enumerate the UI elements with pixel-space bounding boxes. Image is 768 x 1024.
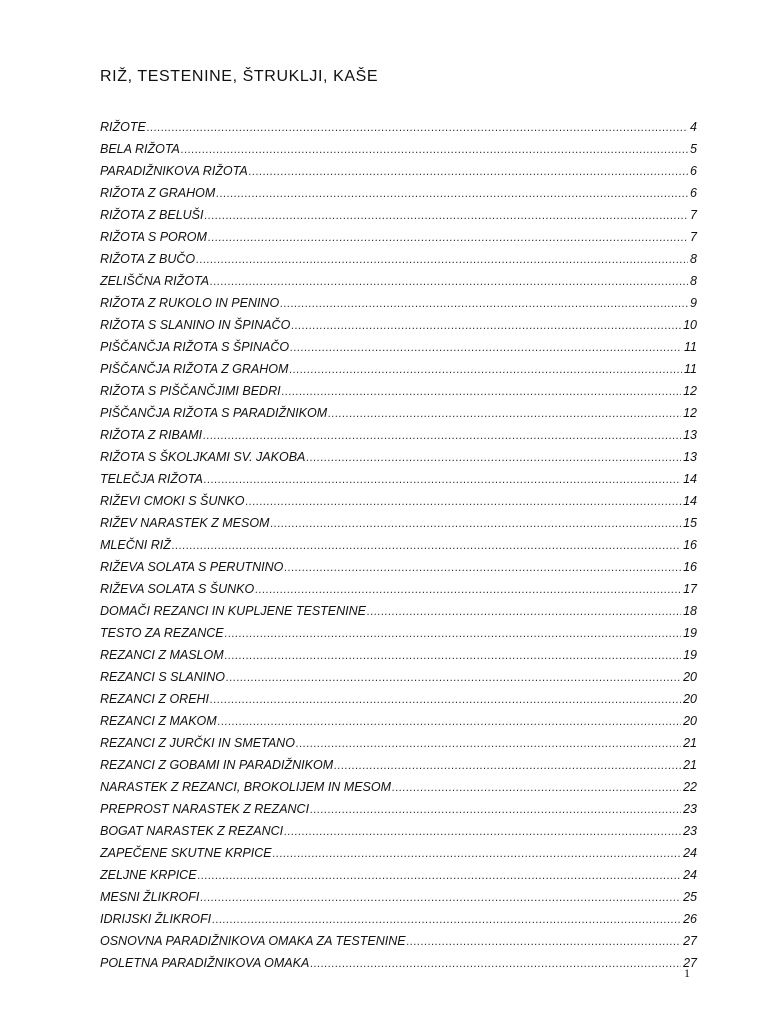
toc-entry[interactable] <box>100 446 697 468</box>
table-of-contents <box>100 116 697 974</box>
toc-entry[interactable] <box>100 930 697 952</box>
toc-entry-title: PIŠČANČJA RIŽOTA S PARADIŽNIKOM <box>100 406 328 420</box>
dot-leader <box>216 183 688 205</box>
toc-entry-title: RIŽEV NARASTEK Z MESOM <box>100 516 270 530</box>
toc-entry-page: 8 <box>690 274 697 288</box>
toc-entry[interactable] <box>100 292 697 314</box>
dot-leader <box>210 689 681 711</box>
toc-entry[interactable] <box>100 116 697 138</box>
toc-entry-page: 21 <box>683 736 697 750</box>
toc-entry-title: REZANCI Z MASLOM <box>100 648 224 662</box>
toc-entry-page: 12 <box>683 384 697 398</box>
toc-entry[interactable] <box>100 160 697 182</box>
dot-leader <box>328 403 681 425</box>
dot-leader <box>291 315 681 337</box>
dot-leader <box>392 777 681 799</box>
toc-entry-title: RIŽOTA S PIŠČANČJIMI BEDRI <box>100 384 281 398</box>
toc-entry-title: BELA RIŽOTA <box>100 142 180 156</box>
toc-entry-title: REZANCI Z JURČKI IN SMETANO <box>100 736 295 750</box>
dot-leader <box>181 139 688 161</box>
dot-leader <box>225 623 681 645</box>
toc-entry-title: OSNOVNA PARADIŽNIKOVA OMAKA ZA TESTENINE <box>100 934 406 948</box>
toc-entry-title: RIŽOTE <box>100 120 146 134</box>
toc-entry[interactable] <box>100 424 697 446</box>
toc-entry[interactable] <box>100 600 697 622</box>
toc-entry-page: 22 <box>683 780 697 794</box>
toc-entry[interactable] <box>100 732 697 754</box>
toc-entry[interactable] <box>100 204 697 226</box>
toc-entry[interactable] <box>100 336 697 358</box>
toc-entry[interactable] <box>100 666 697 688</box>
toc-entry-page: 27 <box>683 934 697 948</box>
dot-leader <box>204 469 681 491</box>
toc-entry-title: RIŽOTA S ŠKOLJKAMI SV. JAKOBA <box>100 450 306 464</box>
toc-entry-title: PIŠČANČJA RIŽOTA Z GRAHOM <box>100 362 289 376</box>
toc-entry-title: RIŽOTA S SLANINO IN ŠPINAČO <box>100 318 291 332</box>
dot-leader <box>296 733 681 755</box>
toc-entry-title: RIŽOTA Z RIBAMI <box>100 428 203 442</box>
toc-entry-page: 13 <box>683 428 697 442</box>
toc-entry-page: 12 <box>683 406 697 420</box>
toc-entry-title: RIŽOTA Z BELUŠI <box>100 208 204 222</box>
toc-entry[interactable] <box>100 534 697 556</box>
toc-entry[interactable] <box>100 226 697 248</box>
dot-leader <box>196 249 688 271</box>
dot-leader <box>280 293 688 315</box>
dot-leader <box>172 535 681 557</box>
toc-entry-page: 18 <box>683 604 697 618</box>
toc-entry-title: RIŽEVI CMOKI S ŠUNKO <box>100 494 245 508</box>
toc-entry[interactable] <box>100 842 697 864</box>
dot-leader <box>289 359 682 381</box>
toc-entry[interactable] <box>100 776 697 798</box>
toc-entry-page: 17 <box>683 582 697 596</box>
toc-entry-title: ZELIŠČNA RIŽOTA <box>100 274 210 288</box>
toc-entry-title: BOGAT NARASTEK Z REZANCI <box>100 824 284 838</box>
dot-leader <box>273 843 682 865</box>
toc-entry-page: 19 <box>683 626 697 640</box>
dot-leader <box>334 755 681 777</box>
toc-entry-page: 14 <box>683 494 697 508</box>
toc-entry[interactable] <box>100 138 697 160</box>
dot-leader <box>310 799 681 821</box>
toc-entry[interactable] <box>100 820 697 842</box>
toc-entry-page: 11 <box>684 362 697 376</box>
toc-entry[interactable] <box>100 688 697 710</box>
toc-entry-title: RIŽEVA SOLATA S PERUTNINO <box>100 560 284 574</box>
dot-leader <box>218 711 681 733</box>
dot-leader <box>245 491 681 513</box>
toc-entry-page: 27 <box>683 956 697 970</box>
dot-leader <box>147 117 688 139</box>
toc-entry[interactable] <box>100 644 697 666</box>
toc-entry-title: RIŽOTA S POROM <box>100 230 207 244</box>
toc-entry-title: TESTO ZA REZANCE <box>100 626 224 640</box>
dot-leader <box>306 447 681 469</box>
toc-entry[interactable] <box>100 358 697 380</box>
toc-entry-page: 24 <box>683 868 697 882</box>
dot-leader <box>367 601 681 623</box>
toc-entry[interactable] <box>100 314 697 336</box>
toc-entry-title: REZANCI S SLANINO <box>100 670 226 684</box>
toc-entry-title: RIŽOTA Z BUČO <box>100 252 196 266</box>
toc-entry[interactable] <box>100 468 697 490</box>
dot-leader <box>200 887 681 909</box>
dot-leader <box>198 865 682 887</box>
toc-entry-page: 20 <box>683 714 697 728</box>
toc-entry-page: 6 <box>690 186 697 200</box>
toc-entry-page: 7 <box>690 208 697 222</box>
toc-entry-page: 4 <box>690 120 697 134</box>
toc-entry-page: 14 <box>683 472 697 486</box>
toc-entry-title: PREPROST NARASTEK Z REZANCI <box>100 802 310 816</box>
toc-entry[interactable] <box>100 556 697 578</box>
toc-entry-title: PIŠČANČJA RIŽOTA S ŠPINAČO <box>100 340 290 354</box>
toc-entry[interactable] <box>100 798 697 820</box>
toc-entry[interactable] <box>100 622 697 644</box>
toc-entry-page: 24 <box>683 846 697 860</box>
toc-entry[interactable] <box>100 512 697 534</box>
dot-leader <box>282 381 682 403</box>
toc-entry-page: 16 <box>683 538 697 552</box>
toc-entry-page: 11 <box>684 340 697 354</box>
dot-leader <box>205 205 689 227</box>
dot-leader <box>310 953 681 975</box>
toc-entry[interactable] <box>100 578 697 600</box>
toc-entry-page: 8 <box>690 252 697 266</box>
toc-entry-title: REZANCI Z GOBAMI IN PARADIŽNIKOM <box>100 758 334 772</box>
toc-entry-page: 20 <box>683 692 697 706</box>
toc-entry-title: RIŽOTA Z GRAHOM <box>100 186 216 200</box>
dot-leader <box>290 337 682 359</box>
dot-leader <box>249 161 688 183</box>
toc-entry-title: TELEČJA RIŽOTA <box>100 472 203 486</box>
dot-leader <box>208 227 688 249</box>
toc-entry-title: DOMAČI REZANCI IN KUPLJENE TESTENINE <box>100 604 367 618</box>
section-heading: RIŽ, TESTENINE, ŠTRUKLJI, KAŠE <box>100 68 379 85</box>
toc-entry[interactable] <box>100 402 697 424</box>
toc-entry-title: POLETNA PARADIŽNIKOVA OMAKA <box>100 956 310 970</box>
toc-entry-title: NARASTEK Z REZANCI, BROKOLIJEM IN MESOM <box>100 780 392 794</box>
toc-entry[interactable] <box>100 270 697 292</box>
toc-entry-page: 6 <box>690 164 697 178</box>
dot-leader <box>407 931 681 953</box>
toc-entry[interactable] <box>100 864 697 886</box>
toc-entry-page: 23 <box>683 824 697 838</box>
toc-entry-title: REZANCI Z MAKOM <box>100 714 217 728</box>
toc-entry-page: 13 <box>683 450 697 464</box>
toc-entry-page: 25 <box>683 890 697 904</box>
toc-entry-title: IDRIJSKI ŽLIKROFI <box>100 912 212 926</box>
dot-leader <box>284 821 681 843</box>
toc-entry-page: 26 <box>683 912 697 926</box>
toc-entry-page: 19 <box>683 648 697 662</box>
toc-entry-page: 21 <box>683 758 697 772</box>
toc-entry[interactable] <box>100 182 697 204</box>
toc-entry-page: 5 <box>690 142 697 156</box>
toc-entry-title: MESNI ŽLIKROFI <box>100 890 200 904</box>
dot-leader <box>212 909 681 931</box>
toc-entry-title: RIŽEVA SOLATA S ŠUNKO <box>100 582 255 596</box>
toc-entry-title: ZELJNE KRPICE <box>100 868 197 882</box>
toc-entry-title: PARADIŽNIKOVA RIŽOTA <box>100 164 248 178</box>
toc-entry-page: 10 <box>683 318 697 332</box>
toc-entry[interactable] <box>100 754 697 776</box>
toc-entry[interactable] <box>100 952 697 974</box>
dot-leader <box>226 667 681 689</box>
toc-entry-title: REZANCI Z OREHI <box>100 692 210 706</box>
toc-entry-title: ZAPEČENE SKUTNE KRPICE <box>100 846 272 860</box>
toc-entry-page: 23 <box>683 802 697 816</box>
dot-leader <box>225 645 681 667</box>
toc-entry-page: 16 <box>683 560 697 574</box>
dot-leader <box>203 425 681 447</box>
page-number: 1 <box>684 966 690 980</box>
toc-entry-page: 15 <box>683 516 697 530</box>
toc-entry[interactable] <box>100 380 697 402</box>
toc-entry[interactable] <box>100 248 697 270</box>
toc-entry-page: 20 <box>683 670 697 684</box>
toc-entry[interactable] <box>100 490 697 512</box>
toc-entry-title: RIŽOTA Z RUKOLO IN PENINO <box>100 296 280 310</box>
dot-leader <box>255 579 681 601</box>
toc-entry-title: MLEČNI RIŽ <box>100 538 171 552</box>
dot-leader <box>210 271 688 293</box>
toc-entry-page: 9 <box>690 296 697 310</box>
dot-leader <box>270 513 681 535</box>
toc-entry-page: 7 <box>690 230 697 244</box>
toc-entry[interactable] <box>100 886 697 908</box>
toc-entry[interactable] <box>100 710 697 732</box>
toc-entry[interactable] <box>100 908 697 930</box>
dot-leader <box>284 557 681 579</box>
